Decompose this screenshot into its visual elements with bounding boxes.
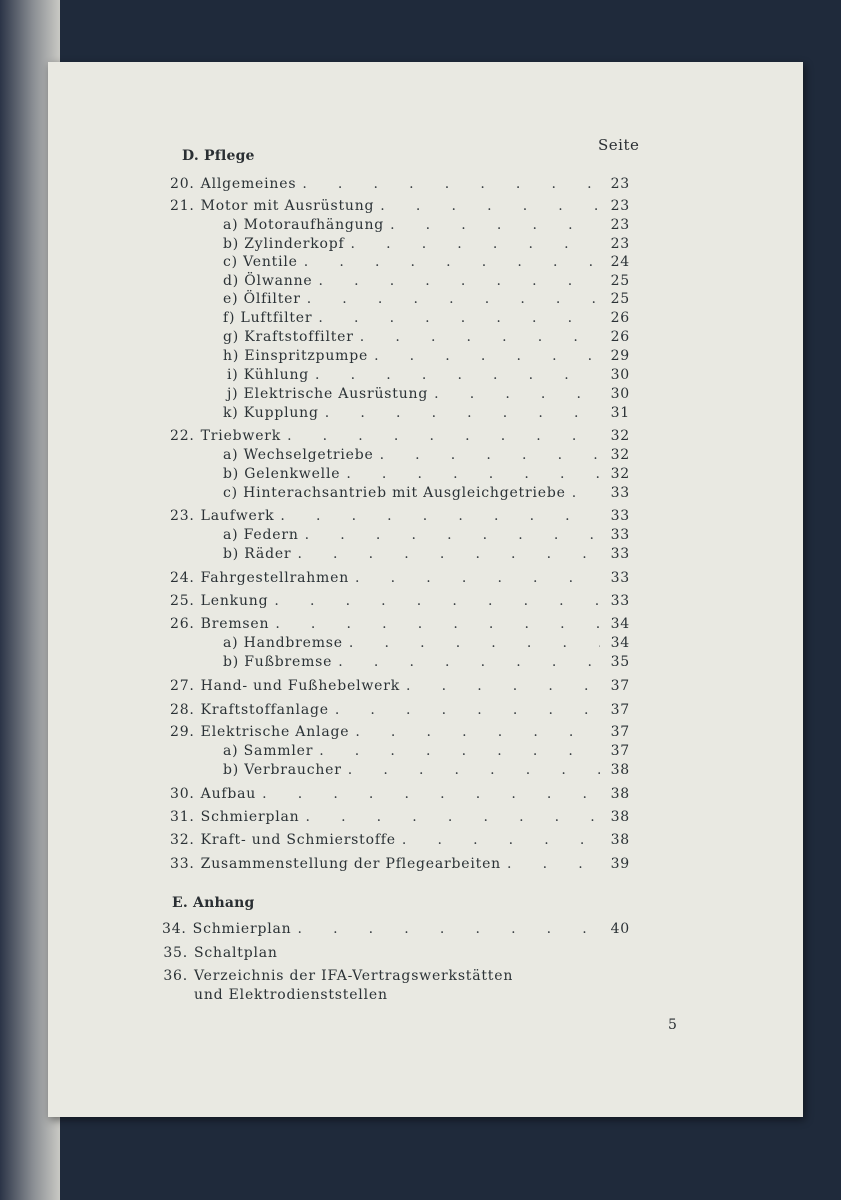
toc-subentry: a) Sammler . 37 [223, 743, 630, 761]
toc-entry: 28. Kraftstoffanlage . 37 [170, 702, 630, 720]
section-heading-anhang: E. Anhang [172, 895, 255, 911]
toc-entry: 20. Allgemeines . 23 [170, 176, 630, 194]
toc-entry: 34. Schmierplan . 40 [162, 921, 630, 939]
toc-subentry: c) Hinterachsantrieb mit Ausgleichgetriebe . 33 [223, 485, 630, 503]
toc-subentry: a) Federn . 33 [223, 527, 630, 545]
toc-subentry: a) Motoraufhängung . 23 [223, 217, 630, 235]
toc-subentry: g) Kraftstoffilter . 26 [223, 329, 630, 347]
toc-entry: 21. Motor mit Ausrüstung . 23 [170, 198, 630, 216]
toc-entry: 32. Kraft- und Schmierstoffe . 38 [170, 832, 630, 850]
toc-subentry: j) Elektrische Ausrüstung . 30 [227, 386, 630, 404]
toc-entry: 30. Aufbau . 38 [170, 786, 630, 804]
toc-subentry: h) Einspritzpumpe . 29 [223, 348, 630, 366]
toc-entry: 36. Verzeichnis der IFA-Vertragswerkstätten [163, 968, 514, 984]
toc-subentry: c) Ventile . 24 [223, 254, 630, 272]
toc-entry: 31. Schmierplan . 38 [170, 809, 630, 827]
toc-entry: 24. Fahrgestellrahmen . 33 [170, 570, 630, 588]
toc-entry: 29. Elektrische Anlage . 37 [170, 724, 630, 742]
toc-entry: 27. Hand- und Fußhebelwerk . 37 [170, 678, 630, 696]
toc-entry: 23. Laufwerk . 33 [170, 508, 630, 526]
toc-entry-continuation: und Elektrodienststellen [194, 987, 388, 1003]
toc-subentry: f) Luftfilter . 26 [223, 310, 630, 328]
toc-entry: 33. Zusammenstellung der Pflegearbeiten . 39 [170, 856, 630, 874]
toc-entry: 22. Triebwerk . 32 [170, 428, 630, 446]
page-column-header: Seite [598, 136, 640, 154]
document-page [48, 62, 803, 1117]
toc-subentry: d) Ölwanne . 25 [223, 273, 630, 291]
toc-entry: 25. Lenkung . 33 [170, 593, 630, 611]
section-heading-pflege: D. Pflege [182, 148, 255, 164]
toc-subentry: k) Kupplung . 31 [223, 405, 630, 423]
toc-subentry: b) Zylinderkopf . 23 [223, 236, 630, 254]
toc-subentry: b) Gelenkwelle . 32 [223, 466, 630, 484]
toc-subentry: b) Fußbremse . 35 [223, 654, 630, 672]
toc-subentry: b) Verbraucher . 38 [223, 762, 630, 780]
toc-subentry: i) Kühlung . 30 [227, 367, 630, 385]
toc-subentry: b) Räder . 33 [223, 546, 630, 564]
toc-subentry: a) Wechselgetriebe . 32 [223, 447, 630, 465]
page-number: 5 [668, 1017, 677, 1033]
toc-subentry: a) Handbremse . 34 [223, 635, 630, 653]
toc-entry: 26. Bremsen . 34 [170, 616, 630, 634]
toc-subentry: e) Ölfilter . 25 [223, 291, 630, 309]
toc-entry: 35. Schaltplan [163, 945, 278, 961]
